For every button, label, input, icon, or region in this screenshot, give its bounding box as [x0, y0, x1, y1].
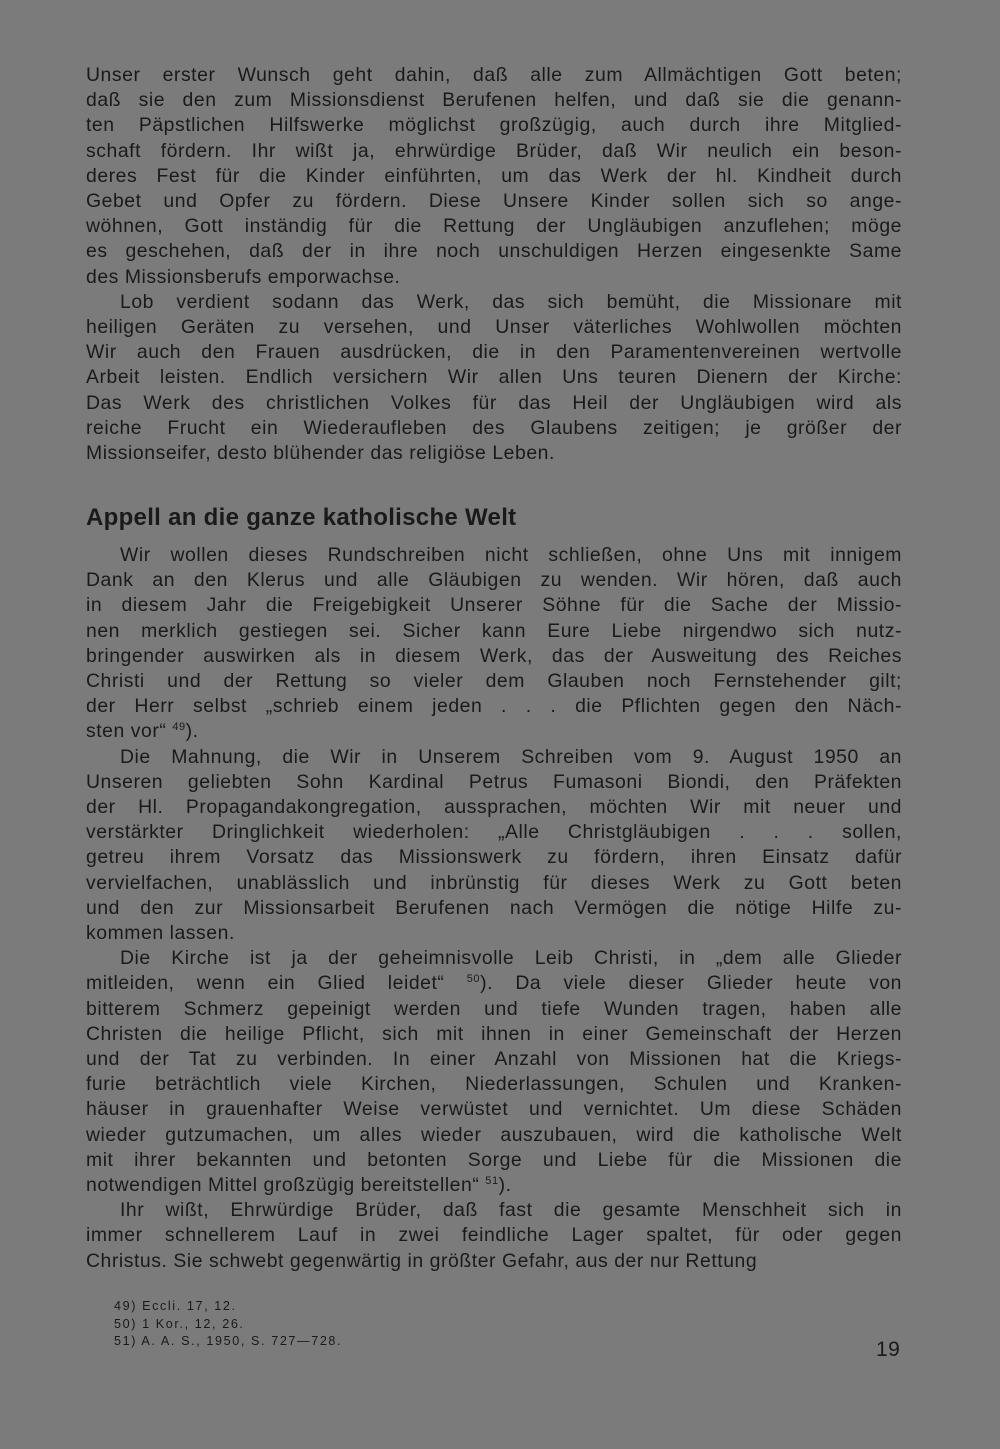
bottom-paragraph [86, 946, 902, 1198]
text-line: ten Päpstlichen Hilfswerke möglichst großzügig, auch durch ihre Mitglied- [86, 114, 902, 137]
text-line: notwendigen Mittel großzügig bereitstellen“ $^{51}$). [86, 1174, 512, 1197]
text-line: Ihr wißt, Ehrwürdige Brüder, daß fast die gesamte Menschheit sich in [120, 1199, 902, 1222]
footnote: 51) A. A. S., 1950, S. 727—728. [114, 1334, 343, 1349]
text-line: Dank an den Klerus und alle Gläubigen zu wenden. Wir hören, daß auch [86, 569, 902, 592]
text-line: Die Mahnung, die Wir in Unserem Schreiben vom 9. August 1950 an [120, 745, 902, 768]
text-line: immer schnellerem Lauf in zwei feindliche Lager spaltet, für oder gegen [86, 1224, 902, 1247]
text-line: daß sie den zum Missionsdienst Berufenen helfen, und daß sie die genann- [86, 89, 902, 112]
text-line: Unseren geliebten Sohn Kardinal Petrus Fumasoni Biondi, den Präfekten [86, 770, 902, 793]
page-number: 19 [876, 1338, 901, 1361]
text-line: und der Tat zu verbinden. In einer Anzahl von Missionen hat die Kriegs- [86, 1048, 902, 1071]
text-line: der Hl. Propagandakongregation, aussprachen, möchten Wir mit neuer und [86, 796, 902, 819]
text-line: Wir wollen dieses Rundschreiben nicht schließen, ohne Uns mit innigem [120, 544, 902, 566]
text-line: Christus. Sie schwebt gegenwärtig in größter Gefahr, aus der nur Rettung [86, 1249, 758, 1272]
text-line: Gebet und Opfer zu fördern. Diese Unsere Kinder sollen sich so ange- [86, 190, 902, 213]
text-line: bringender auswirken als in diesem Werk, das der Ausweitung des Reiches [86, 644, 902, 667]
top-paragraph [86, 63, 902, 290]
section-heading: Appell an die ganze katholische Welt [86, 504, 517, 531]
text-line: wieder gutzumachen, um alles wieder auszubauen, wird die katholische Welt [86, 1123, 902, 1146]
text-line: Christen die heilige Pflicht, sich mit ihnen in einer Gemeinschaft der Herzen [86, 1022, 902, 1045]
text-line: furie beträchtlich viele Kirchen, Niederlassungen, Schulen und Kranken- [86, 1073, 902, 1096]
bottom-paragraph [86, 745, 902, 947]
text-line: häuser in grauenhafter Weise verwüstet und vernichtet. Um diese Schäden [86, 1098, 902, 1121]
body-text-bottom [86, 543, 902, 1274]
text-line: Wir auch den Frauen ausdrücken, die in den Paramentenvereinen wertvolle [86, 341, 902, 364]
footnotes [114, 1298, 342, 1351]
top-paragraph [86, 290, 902, 466]
bottom-paragraph [86, 543, 902, 745]
text-line: der Herr selbst „schrieb einem jeden . . . die Pflichten gegen den Näch- [86, 695, 902, 718]
text-line: Lob verdient sodann das Werk, das sich bemüht, die Missionare mit [120, 290, 902, 313]
bottom-paragraph [86, 1198, 902, 1274]
text-line: Arbeit leisten. Endlich versichern Wir allen Uns teuren Dienern der Kirche: [86, 366, 902, 389]
text-line: getreu ihrem Vorsatz das Missionswerk zu fördern, ihren Einsatz dafür [86, 846, 902, 869]
text-line: Unser erster Wunsch geht dahin, daß alle zum Allmächtigen Gott beten; [86, 64, 902, 86]
text-line: in diesem Jahr die Freigebigkeit Unserer Söhne für die Sache der Missio- [86, 594, 902, 617]
text-line: des Missionsberufs emporwachse. [86, 265, 401, 288]
text-line: mitleiden, wenn ein Glied leidet“ $^{50}$). Da viele dieser Glieder heute von [86, 972, 903, 995]
text-line: verstärkter Dringlichkeit wiederholen: „Alle Christgläubigen . . . sollen, [86, 821, 902, 844]
text-line: sten vor“ $^{49}$). [86, 720, 199, 743]
text-line: Die Kirche ist ja der geheimnisvolle Leib Christi, in „dem alle Glieder [120, 947, 902, 970]
text-line: mit ihrer bekannten und betonten Sorge und Liebe für die Missionen die [86, 1148, 902, 1171]
text-line: schaft fördern. Ihr wißt ja, ehrwürdige Brüder, daß Wir neulich ein beson- [86, 139, 902, 162]
text-line: kommen lassen. [86, 922, 235, 945]
text-line: deres Fest für die Kinder einführten, um das Werk der hl. Kindheit durch [86, 164, 902, 187]
text-line: und den zur Missionsarbeit Berufenen nach Vermögen die nötige Hilfe zu- [86, 896, 902, 919]
text-line: Missionseifer, desto blühender das religiöse Leben. [86, 442, 555, 465]
text-line: reiche Frucht ein Wiederaufleben des Glaubens zeitigen; je größer der [86, 416, 902, 439]
text-line: wöhnen, Gott inständig für die Rettung der Ungläubigen anzuflehen; möge [86, 215, 902, 238]
text-line: vervielfachen, unablässlich und inbrünstig für dieses Werk zu Gott beten [86, 871, 902, 894]
body-text-top [86, 63, 902, 466]
text-line: bitterem Schmerz gepeinigt werden und tiefe Wunden tragen, haben alle [86, 997, 902, 1020]
text-line: Das Werk des christlichen Volkes für das Heil der Ungläubigen wird als [86, 391, 902, 414]
text-line: Christi und der Rettung so vieler dem Glauben noch Fernstehender gilt; [86, 670, 902, 693]
footnote: 49) Eccli. 17, 12. [114, 1299, 237, 1313]
text-line: heiligen Geräten zu versehen, und Unser väterliches Wohlwollen möchten [86, 316, 902, 339]
text-line: es geschehen, daß der in ihre noch unschuldigen Herzen eingesenkte Same [86, 240, 902, 263]
footnote: 50) 1 Kor., 12, 26. [114, 1316, 245, 1331]
text-line: nen merklich gestiegen sei. Sicher kann Eure Liebe nirgendwo sich nutz- [86, 619, 902, 642]
